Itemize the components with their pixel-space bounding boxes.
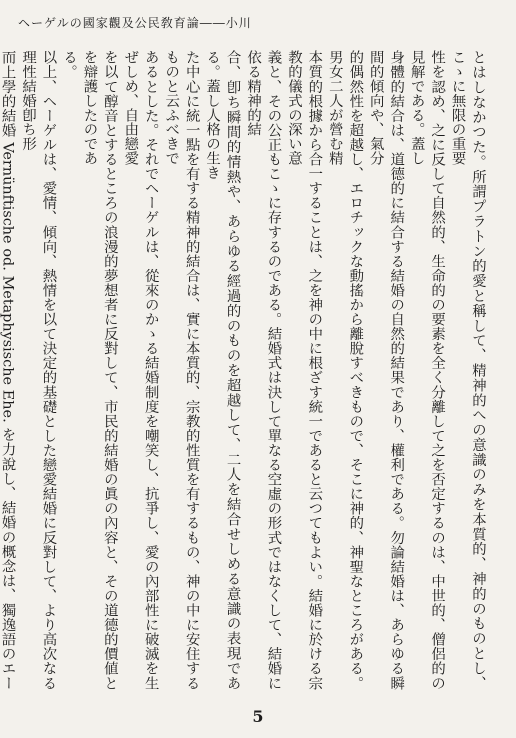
page-number: 5 — [252, 707, 264, 726]
text-line: 性を認め、之に反して自然的、生命的の要素を全く分離して之を否定するのは、中世的、僧侶的の見解である。蓋し — [408, 50, 446, 690]
text-line: 而上學的結婚 Vernünftische od. Metaphysische Ehe. を力說し、結婚の概念は、獨逸語のエー — [0, 50, 16, 690]
running-head: ヘーゲルの國家觀及公民敎育論――小川 — [18, 16, 252, 30]
text-line: 義と、その公正もこゝに存するのである。結婚式は決して單なる空虛の形式ではなくして、結婚に依る精神的結 — [245, 50, 282, 690]
body-text — [0, 50, 488, 690]
text-line: る。 — [60, 50, 77, 79]
text-line: 的偶然性を超越し、エロチックな動搖から離脫すべきもので、そこに神的、神聖なところがある。男女二人が營む精 — [326, 50, 364, 690]
text-line: た中心に統一點を有する精神的結合は、實に本質的、宗教的性質を有するもの、神の中に安住するものと云ふべきで — [163, 50, 200, 690]
text-line: あるとした。それでヘーゲルは、從來のかゝる結婚制度を嘲笑し、抗爭し、愛の內部性に破滅を生ぜしめ、自由戀愛 — [122, 50, 159, 690]
text-line: を以て醇音とするところの浪漫的夢想者に反對して、市民的結婚の眞の內容と、その道德的價値とを辯護したのであ — [81, 50, 118, 690]
paragraph-1 — [58, 50, 488, 690]
text-line: 以上、ヘーゲルは、愛情、傾向、熱情を以て決定的基礎とした戀愛結婚に反對して、より高次なる理性結婚卽ち形 — [20, 50, 57, 690]
text-line: 身體的結合は、道德的に結合する結婚の自然的結果であり、權利である。勿論結婚は、あらゆる瞬間的傾向や、氣分 — [367, 50, 405, 690]
text-line: 合、卽ち瞬間的情熱や、あらゆる經過的のものを超越して、二人を結合せしめる意識の表現である。蓋し人格の生き — [204, 50, 241, 690]
paragraph-2 — [0, 50, 58, 690]
text-line: 本質的根據から合一することは、之を神の中に根ざす統一であると云つてもよい。結婚に於ける宗教的儀式の深い意 — [285, 50, 323, 690]
text-line: とはしなかつた。所謂プラトン的愛と稱して、精神的への意識のみを本質的、神的のものとし、こゝに無限の重要 — [449, 50, 486, 690]
